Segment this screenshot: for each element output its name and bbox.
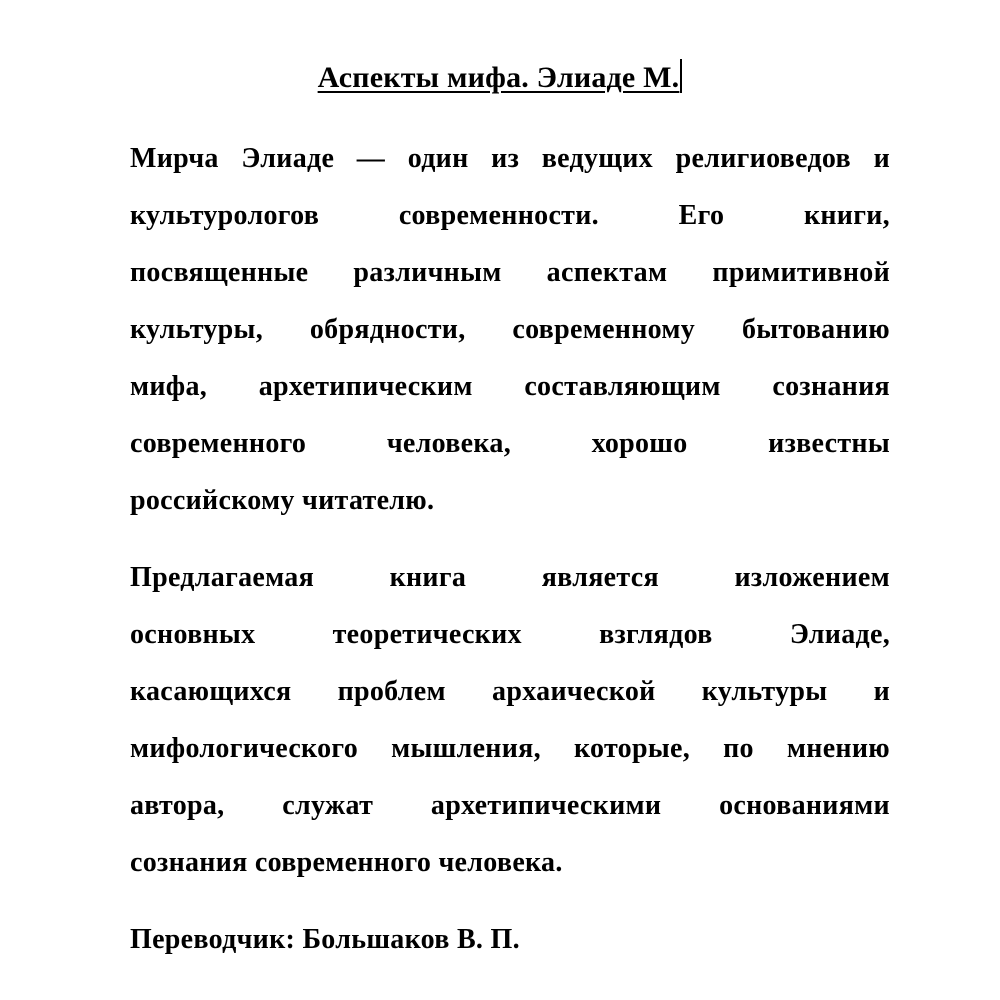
paragraph-line: мифологического мышления, которые, по мнению bbox=[130, 733, 890, 764]
paragraph-line: Предлагаемая книга является изложением bbox=[130, 562, 890, 593]
paragraph-line: основных теоретических взглядов Элиаде, bbox=[130, 619, 890, 650]
text-cursor bbox=[680, 59, 682, 93]
paragraph-translator bbox=[130, 911, 890, 968]
paragraph-description bbox=[130, 130, 890, 529]
paragraph-line: касающихся проблем архаической культуры и bbox=[130, 676, 890, 707]
paragraph-line: сознания современного человека. bbox=[130, 847, 563, 878]
paragraph-line: автора, служат архетипическими основаниями bbox=[130, 790, 890, 821]
paragraph-line: культурологов современности. Его книги, bbox=[130, 200, 890, 231]
translator-line: Переводчик: Большаков В. П. bbox=[130, 924, 520, 955]
paragraph-line: культуры, обрядности, современному бытованию bbox=[130, 314, 890, 345]
paragraph-summary bbox=[130, 549, 890, 891]
paragraph-line: Мирча Элиаде — один из ведущих религиоведов и bbox=[130, 143, 890, 174]
document-title: Аспекты мифа. Элиаде М. bbox=[317, 61, 680, 94]
title-wrap bbox=[0, 58, 1000, 98]
paragraph-line: мифа, архетипическим составляющим сознания bbox=[130, 371, 890, 402]
paragraph-line: посвященные различным аспектам примитивной bbox=[130, 257, 890, 288]
paragraph-line: современного человека, хорошо известны bbox=[130, 428, 890, 459]
paragraph-line: российскому читателю. bbox=[130, 485, 435, 516]
document-body bbox=[130, 130, 890, 988]
